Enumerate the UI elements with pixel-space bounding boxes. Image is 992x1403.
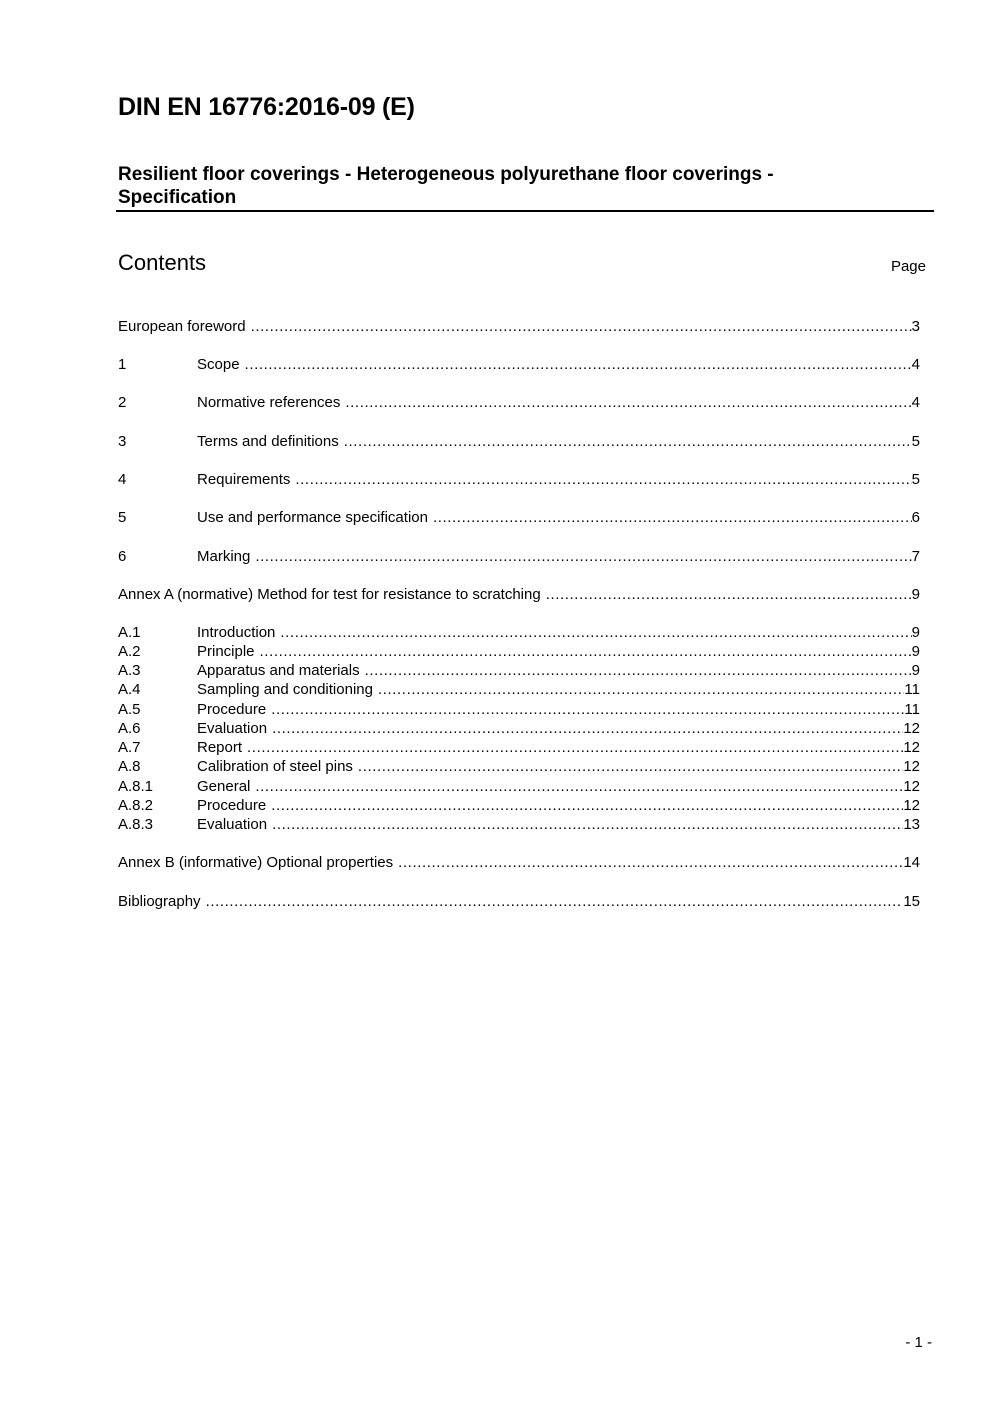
toc-dot-leader — [255, 548, 911, 566]
toc-entry-page: 7 — [911, 548, 920, 565]
toc-entry-page: 12 — [903, 739, 920, 756]
toc-entry-number: A.3 — [118, 662, 141, 679]
toc-entry-page: 5 — [911, 471, 920, 488]
toc-entry-title: Evaluation — [197, 720, 268, 737]
toc-entry-title: General — [197, 778, 251, 795]
toc-entry-title: Report — [197, 739, 243, 756]
toc-entry-number: A.8.3 — [118, 816, 154, 833]
toc-entry-page: 15 — [903, 893, 920, 910]
toc-dot-leader — [271, 701, 904, 719]
toc-entry[interactable] — [118, 679, 920, 699]
toc-entry[interactable] — [118, 756, 920, 776]
toc-dot-leader — [206, 893, 904, 911]
contents-heading: Contents — [118, 250, 207, 275]
toc-dot-leader — [344, 433, 912, 451]
toc-entry-number: A.8 — [118, 758, 141, 775]
toc-entry-page: 9 — [911, 662, 920, 679]
toc-dot-leader — [271, 797, 903, 815]
toc-entry-title: Procedure — [197, 701, 267, 718]
toc-entry-title: Scope — [197, 356, 240, 373]
toc-entry-title: Annex B (informative) Optional properties — [118, 854, 394, 871]
toc-entry[interactable] — [118, 316, 920, 336]
toc-entry-page: 4 — [911, 356, 920, 373]
toc-entry-page: 9 — [911, 586, 920, 603]
toc-entry-page: 3 — [911, 318, 920, 335]
toc-entry-number: A.2 — [118, 643, 141, 660]
toc-entry[interactable] — [118, 584, 920, 604]
toc-entry-title: Evaluation — [197, 816, 268, 833]
toc-entry-page: 9 — [911, 624, 920, 641]
toc-entry[interactable] — [118, 699, 920, 719]
toc-dot-leader — [272, 816, 903, 834]
toc-entry-number: A.8.2 — [118, 797, 154, 814]
toc-entry-page: 12 — [903, 758, 920, 775]
toc-dot-leader — [546, 586, 912, 604]
toc-dot-leader — [260, 643, 912, 661]
toc-entry-number: 2 — [118, 394, 127, 411]
toc-entry[interactable] — [118, 641, 920, 661]
toc-entry-number: 6 — [118, 548, 127, 565]
toc-entry[interactable] — [118, 660, 920, 680]
toc-entry-page: 14 — [903, 854, 920, 871]
document-title: Resilient floor coverings - Heterogeneous polyurethane floor coverings - Specification — [118, 164, 774, 208]
toc-dot-leader — [295, 471, 911, 489]
toc-entry[interactable] — [118, 814, 920, 834]
toc-dot-leader — [247, 739, 903, 757]
toc-entry-title: Normative references — [197, 394, 341, 411]
toc-entry[interactable] — [118, 795, 920, 815]
toc-entry[interactable] — [118, 891, 920, 911]
toc-entry[interactable] — [118, 776, 920, 796]
toc-entry-title: Apparatus and materials — [197, 662, 360, 679]
toc-entry[interactable] — [118, 469, 920, 489]
toc-entry-title: Requirements — [197, 471, 291, 488]
toc-entry[interactable] — [118, 431, 920, 451]
toc-entry-page: 4 — [911, 394, 920, 411]
toc-entry-number: A.7 — [118, 739, 141, 756]
toc-dot-leader — [378, 681, 904, 699]
toc-entry-title: Procedure — [197, 797, 267, 814]
toc-entry[interactable] — [118, 392, 920, 412]
toc-entry-page: 13 — [903, 816, 920, 833]
toc-entry-title: Introduction — [197, 624, 276, 641]
toc-dot-leader — [433, 509, 912, 527]
toc-dot-leader — [251, 318, 912, 336]
toc-entry-number: A.5 — [118, 701, 141, 718]
toc-entry[interactable] — [118, 737, 920, 757]
toc-entry-number: A.1 — [118, 624, 141, 641]
toc-entry-page: 9 — [911, 643, 920, 660]
toc-entry-title: Calibration of steel pins — [197, 758, 353, 775]
toc-entry-page: 6 — [911, 509, 920, 526]
toc-entry-page: 12 — [903, 720, 920, 737]
toc-entry-page: 5 — [911, 433, 920, 450]
toc-dot-leader — [358, 758, 903, 776]
toc-entry-title: Annex A (normative) Method for test for resistance to scratching — [118, 586, 541, 603]
toc-dot-leader — [245, 356, 912, 374]
toc-entry-page: 12 — [903, 797, 920, 814]
toc-entry-number: 1 — [118, 356, 127, 373]
toc-entry-number: 5 — [118, 509, 127, 526]
toc-entry-title: Principle — [197, 643, 255, 660]
toc-entry-number: A.6 — [118, 720, 141, 737]
toc-entry-number: 3 — [118, 433, 127, 450]
toc-dot-leader — [280, 624, 911, 642]
toc-dot-leader — [365, 662, 912, 680]
title-divider — [116, 210, 934, 212]
toc-dot-leader — [345, 394, 911, 412]
toc-entry[interactable] — [118, 622, 920, 642]
toc-entry-number: A.8.1 — [118, 778, 154, 795]
toc-entry-page: 11 — [904, 681, 920, 698]
toc-entry[interactable] — [118, 718, 920, 738]
toc-dot-leader — [398, 854, 903, 872]
toc-entry-title: Terms and definitions — [197, 433, 339, 450]
toc-entry-number: 4 — [118, 471, 127, 488]
toc-entry-title: Bibliography — [118, 893, 201, 910]
toc-entry[interactable] — [118, 354, 920, 374]
toc-entry-title: Sampling and conditioning — [197, 681, 373, 698]
document-id: DIN EN 16776:2016-09 (E) — [118, 93, 415, 121]
toc-entry[interactable] — [118, 852, 920, 872]
toc-entry-title: European foreword — [118, 318, 246, 335]
toc-entry-page: 11 — [904, 701, 920, 718]
page-column-label: Page — [890, 258, 926, 275]
toc-entry-page: 12 — [903, 778, 920, 795]
toc-entry-title: Use and performance specification — [197, 509, 428, 526]
toc-entry[interactable] — [118, 546, 920, 566]
toc-dot-leader — [255, 778, 903, 796]
toc-entry-title: Marking — [197, 548, 251, 565]
toc-entry[interactable] — [118, 507, 920, 527]
toc-entry-number: A.4 — [118, 681, 141, 698]
page-number: - 1 - — [905, 1334, 932, 1351]
toc-dot-leader — [272, 720, 903, 738]
